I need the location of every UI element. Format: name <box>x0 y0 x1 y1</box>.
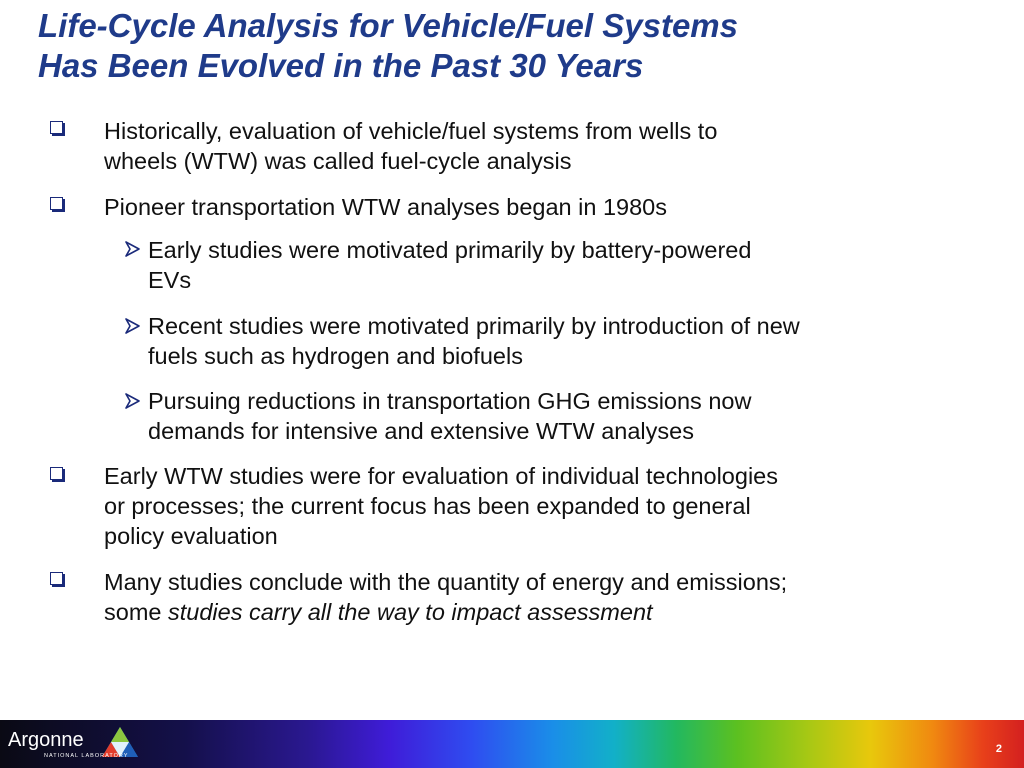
bullet-line: policy evaluation <box>104 523 278 549</box>
bullet-line: Many studies conclude with the quantity of energy and emissions; <box>104 569 788 595</box>
bullet-line <box>104 597 964 627</box>
logo-subtitle: NATIONAL LABORATORY <box>44 753 129 759</box>
page-number: 2 <box>995 743 1002 755</box>
sub-bullet-item <box>148 311 968 371</box>
slide-title-line-1: Life-Cycle Analysis for Vehicle/Fuel Systems <box>38 7 738 44</box>
bullet-line: demands for intensive and extensive WTW analyses <box>148 418 694 444</box>
bullet-line: Historically, evaluation of vehicle/fuel systems from wells to <box>104 118 718 144</box>
sub-bullet-item <box>148 386 968 446</box>
bullet-line: Pioneer transportation WTW analyses began in 1980s <box>104 194 668 220</box>
square-bullet-icon <box>50 197 63 210</box>
square-bullet-icon <box>50 572 63 585</box>
arrow-bullet-icon <box>123 317 141 335</box>
bullet-item <box>104 116 964 176</box>
bullet-line: Early studies were motivated primarily by battery-powered <box>148 237 752 263</box>
arrow-bullet-icon <box>123 240 141 258</box>
footer-gradient-bar <box>0 720 1024 768</box>
bullet-line-prefix: some <box>104 599 168 625</box>
bullet-line: Early WTW studies were for evaluation of individual technologies <box>104 463 778 489</box>
square-bullet-icon <box>50 467 63 480</box>
sub-bullet-item <box>148 235 968 295</box>
bullet-line: EVs <box>148 267 192 293</box>
slide-title <box>38 6 998 86</box>
square-bullet-icon <box>50 121 63 134</box>
bullet-line-italic: studies carry all the way to impact assessment <box>168 599 653 625</box>
bullet-line: Recent studies were motivated primarily by introduction of new <box>148 313 800 339</box>
bullet-item <box>104 567 964 627</box>
slide-title-line-2: Has Been Evolved in the Past 30 Years <box>38 47 644 84</box>
arrow-bullet-icon <box>123 392 141 410</box>
bullet-line: wheels (WTW) was called fuel-cycle analysis <box>104 148 572 174</box>
bullet-line: fuels such as hydrogen and biofuels <box>148 343 523 369</box>
bullet-item <box>104 192 964 222</box>
bullet-line: Pursuing reductions in transportation GHG emissions now <box>148 388 752 414</box>
bullet-item <box>104 461 964 551</box>
logo-wordmark: Argonne <box>8 729 84 751</box>
bullet-line: or processes; the current focus has been expanded to general <box>104 493 751 519</box>
